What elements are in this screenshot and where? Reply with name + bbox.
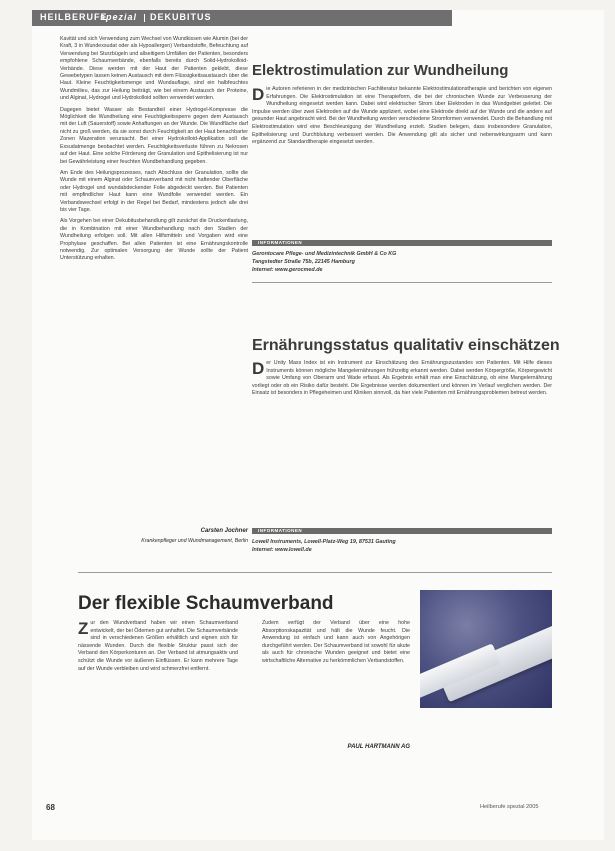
- left-author: Carsten Jochner: [200, 528, 248, 534]
- page-number: 68: [46, 803, 55, 812]
- header-topic: DEKUBITUS: [150, 12, 212, 22]
- info-line: Internet: www.lowell.de: [252, 547, 312, 553]
- info-line: Internet: www.gerocmed.de: [252, 267, 323, 273]
- article1-info-label: INFORMATIONEN: [258, 240, 303, 245]
- article2-info-label: INFORMATIONEN: [258, 528, 303, 533]
- info-line: Gerontocare Pflege- und Medizintechnik GmbH & Co KG: [252, 251, 397, 257]
- article2-text: er Unity Mass Index ist ein Instrument zur Einschätzung des Ernährungszustandes von Patienten. Mit Hilfe dieses Instruments können mögliche Mangelernährungen frühzeitig erkannt werden. Dabei werden Körpergröße, Körpergewicht sowie Umfang von Oberarm und Wade erfasst. Als Ergebnis erhält man eine Einschätzung, ob eine Mangelernährung vorliegt oder ob ein Risiko dafür besteht. Die Ergebnisse werden dokumentiert und können im Verlauf verglichen werden. Der Einsatz ist besonders in Pflegeheimen und Kliniken sinnvoll, da hier viele Patienten mit Ernährungsproblemen betreut werden.: [252, 360, 552, 397]
- article1-info: [252, 250, 552, 274]
- divider: [78, 572, 552, 573]
- article2-info: [252, 538, 552, 554]
- article3-body-right: [262, 620, 410, 740]
- foam-dressing-photo: [420, 590, 552, 708]
- article3-signature: PAUL HARTMANN AG: [347, 744, 410, 750]
- article3-body-left: [78, 620, 238, 792]
- info-line: Lowell Instruments, Lowell-Platz-Weg 19, 87531 Gauting: [252, 539, 396, 545]
- header-spezial: spezial: [100, 12, 138, 22]
- article3-text-b: Zudem verfügt der Verband über eine hohe Absorptionskapazität und hält die Wunde feucht. Die Anwendung ist einfach und kann auch von Angehörigen durchgeführt werden. Der Schaumverband ist sowohl für akute als auch für chronische Wunden geeignet und bietet eine wirtschaftliche Alternative zu herkömmlichen Verbandstoffen.: [262, 620, 410, 664]
- info-line: Tangstedter Straße 75b, 22145 Hamburg: [252, 259, 355, 265]
- article1-text: ie Autoren referieren in der medizinischen Fachliteratur bekannte Elektrostimulationstherapie und berichten von eigenen Erfahrungen. Die Elektrostimulation ist eine Therapieform, die bei der chronischen Wunde zur Verbesserung der Wundheilung eingesetzt werden kann. Dabei wird elektrischer Strom über Elektroden in das Wundgebiet geleitet. Die Impulse werden über zwei Elektroden auf die Wunde appliziert, wobei eine Elektrode direkt auf der Wunde und die andere auf gesunder Haut angebracht wird. Bei der Wundheilung werden verschiedene Stromformen verwendet. Durch die Behandlung mit Elektrostimulation wird eine Beschleunigung der Wundheilung erzielt. Studien belegen, dass insbesondere Granulation, Epithelisierung und Durchblutung verbessert werden. Die Anwendung gilt als sicher und nebenwirkungsarm und kann ergänzend zur Standardtherapie eingesetzt werden.: [252, 86, 552, 146]
- header-separator: [144, 14, 145, 22]
- left-paragraph: Dagegen bietet Wasser als Bestandteil einer Hydrogel-Kompresse die Möglichkeit die Wundheilung eine Feuchtigkeitssperre gegen dem Austausch mit der Luft (Sauerstoff) sowie Anhaftungen an der Wunde. Die Wundfläche darf nicht zu groß werden, da sie sonst durch Feuchtigkeit an der Haut benachbarter Zonen Mazeration verursacht. Bei einer Hydrokolloid-Applikation soll die Exsudatmenge beobachtet werden. Feuchtigkeitsverluste führen zu Nekrosen auf der Haut. Eine solche Förderung der Granulation und Epithelisierung ist nur bei Gewährleistung einer feuchten Wundbehandlung gegeben.: [60, 106, 248, 165]
- left-paragraph: Am Ende des Heilungsprozesses, nach Abschluss der Granulation, sollte die Wunde mit einem Alginat oder Schaumverband mit nicht haftender Oberfläche oder Hydrogel und wundabdeckender Folie abgedeckt werden. Bei Patienten mit empfindlicher Haut kann eine Wundfolie verwendet werden. Ein Verbandswechsel erfolgt in der Regel bei Bedarf, mindestens jedoch alle drei bis vier Tage.: [60, 169, 248, 213]
- article1-dropcap: D: [252, 86, 265, 104]
- article3-dropcap: Z: [78, 620, 89, 638]
- article1-title: Elektrostimulation zur Wundheilung: [252, 62, 509, 79]
- left-column-text: [60, 36, 248, 556]
- article2-info-bar: [252, 528, 552, 534]
- article3-text-a: ur den Wundverband haben wir einen Schaumverband entwickelt, der bei Ödemen gut anhaftet. Die Schaumverbände sind in verschiedenen Größen erhältlich und eignen sich für nässende Wunden. Durch die flexible Struktur passt sich der Verband den Körperkonturen an. Der Verband ist atmungsaktiv und schützt die Wunde vor äußeren Einflüssen. Er kann mehrere Tage auf der Wunde verbleiben und wird schmerzfrei entfernt.: [78, 620, 238, 672]
- article1-body: [252, 86, 552, 236]
- section-header: [32, 10, 452, 26]
- divider: [252, 282, 552, 283]
- journal-footer: Heilberufe spezial 2005: [480, 804, 539, 810]
- article3-title: Der flexible Schaumverband: [78, 593, 334, 614]
- header-magazine: HEILBERUFE: [40, 12, 108, 22]
- article2-title: Ernährungsstatus qualitativ einschätzen: [252, 337, 560, 354]
- left-paragraph: Kavität und sich Verwendung zum Wechsel von Wundkissen wie Alumin (bei der Kraft, 3 in Wundexsudat oder als Hypoallergen) Verbandstoffe, Befeuchtung auf Verwendung bei Sturzbügeln und allseitigem Umfällen der Patienten, besonders empfohlene Schaumverbände, ebenfalls bereits durch Solid-Hydrokolloid-Verbände. Diese werden mit der Haut der Patienten geklebt, diese Gewebetypen lassen keinen Austausch mit dem Flüssigkeitsaustausch über die Haut. Kleine Feuchtigkeitsmenge und Wundauflage, sind ein halbfeuchtes Wundmilieu, das zur Heilung beiträgt, wie bei einem Austausch der Proteine, und Alginat, Hydrogel und Hydrokolloid sollten verwendet werden.: [60, 36, 248, 102]
- article2-dropcap: D: [252, 360, 265, 378]
- left-paragraph: Als Vorgehen bei einer Dekubitusbehandlung gilt zunächst die Druckentlastung, die in Kombination mit einer Wundbehandlung nach den Stadien der Wundheilung erfolgen soll. Mit allen Hilfsmitteln und Vorgaben wird eine Prophylaxe geschaffen. Bei allen Patienten ist eine Ernährungskontrolle notwendig. Zur optimalen Versorgung der Wunde sollte der Patient Unterstützung erhalten.: [60, 218, 248, 262]
- article1-info-bar: [252, 240, 552, 246]
- article2-body: [252, 360, 552, 515]
- left-author-role: Krankenpfleger und Wundmanagement, Berlin: [141, 538, 248, 544]
